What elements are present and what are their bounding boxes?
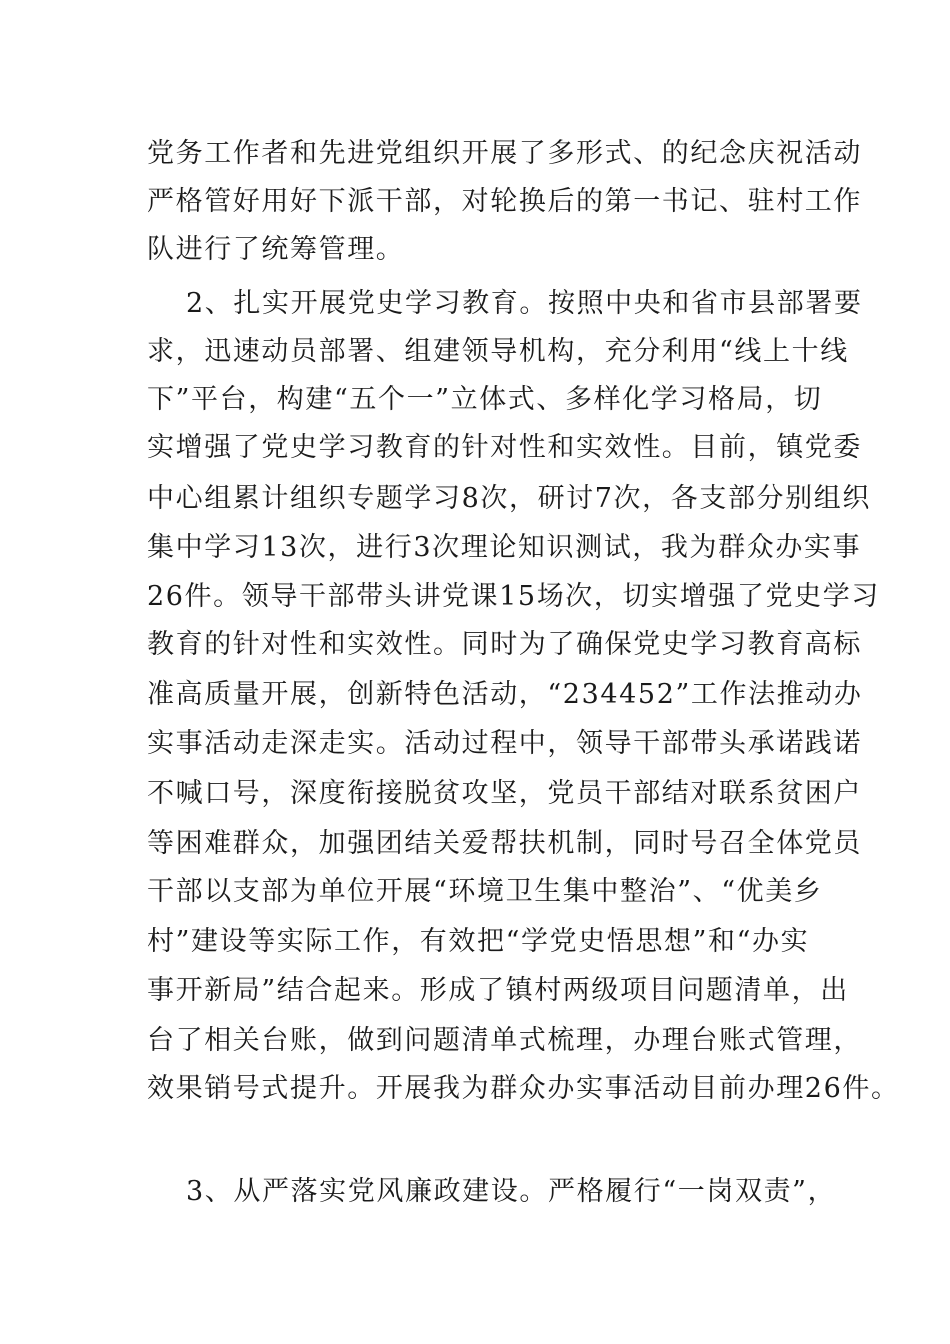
text-line-18: 事开新局”结合起来。形成了镇村两级项目问题清单，出 bbox=[147, 975, 849, 1006]
text-line-19: 台了相关台账，做到问题清单式梳理，办理台账式管理， bbox=[147, 1025, 862, 1056]
text-line-12: 准高质量开展，创新特色活动，“234452”工作法推动办 bbox=[147, 679, 863, 710]
paragraph-3-first-line: 3、从严落实党风廉政建设。严格履行“一岗双责”， bbox=[186, 1176, 837, 1207]
text-line-14: 不喊口号，深度衔接脱贫攻坚，党员干部结对联系贫困户 bbox=[147, 778, 862, 809]
text-line-5: 求，迅速动员部署、组建领导机构，充分利用“线上十线 bbox=[147, 336, 849, 367]
text-line-15: 等困难群众，加强团结关爱帮扶机制，同时号召全体党员 bbox=[147, 828, 862, 859]
text-line-16: 干部以支部为单位开展“环境卫生集中整治”、“优美乡 bbox=[147, 876, 823, 907]
text-line-9: 集中学习13次，进行3次理论知识测试，我为群众办实事 bbox=[147, 532, 862, 563]
text-line-11: 教育的针对性和实效性。同时为了确保党史学习教育高标 bbox=[147, 629, 862, 660]
paragraph-2-first-line: 2、扎实开展党史学习教育。按照中央和省市县部署要 bbox=[186, 288, 863, 319]
text-line-10: 26件。领导干部带头讲党课15场次，切实增强了党史学习 bbox=[147, 581, 880, 612]
text-line-17: 村”建设等实际工作，有效把“学党史悟思想”和“办实 bbox=[147, 926, 810, 957]
text-line-2: 严格管好用好下派干部，对轮换后的第一书记、驻村工作 bbox=[147, 186, 862, 217]
text-line-13: 实事活动走深走实。活动过程中，领导干部带头承诺践诺 bbox=[147, 728, 862, 759]
text-line-20: 效果销号式提升。开展我为群众办实事活动目前办理26件。 bbox=[147, 1073, 900, 1104]
text-line-8: 中心组累计组织专题学习8次，研讨7次，各支部分别组织 bbox=[147, 483, 871, 514]
text-line-1: 党务工作者和先进党组织开展了多形式、的纪念庆祝活动 bbox=[147, 138, 862, 169]
text-line-7: 实增强了党史学习教育的针对性和实效性。目前，镇党委 bbox=[147, 432, 862, 463]
text-line-3: 队进行了统筹管理。 bbox=[147, 234, 405, 265]
text-line-6: 下”平台，构建“五个一”立体式、多样化学习格局，切 bbox=[147, 384, 823, 415]
